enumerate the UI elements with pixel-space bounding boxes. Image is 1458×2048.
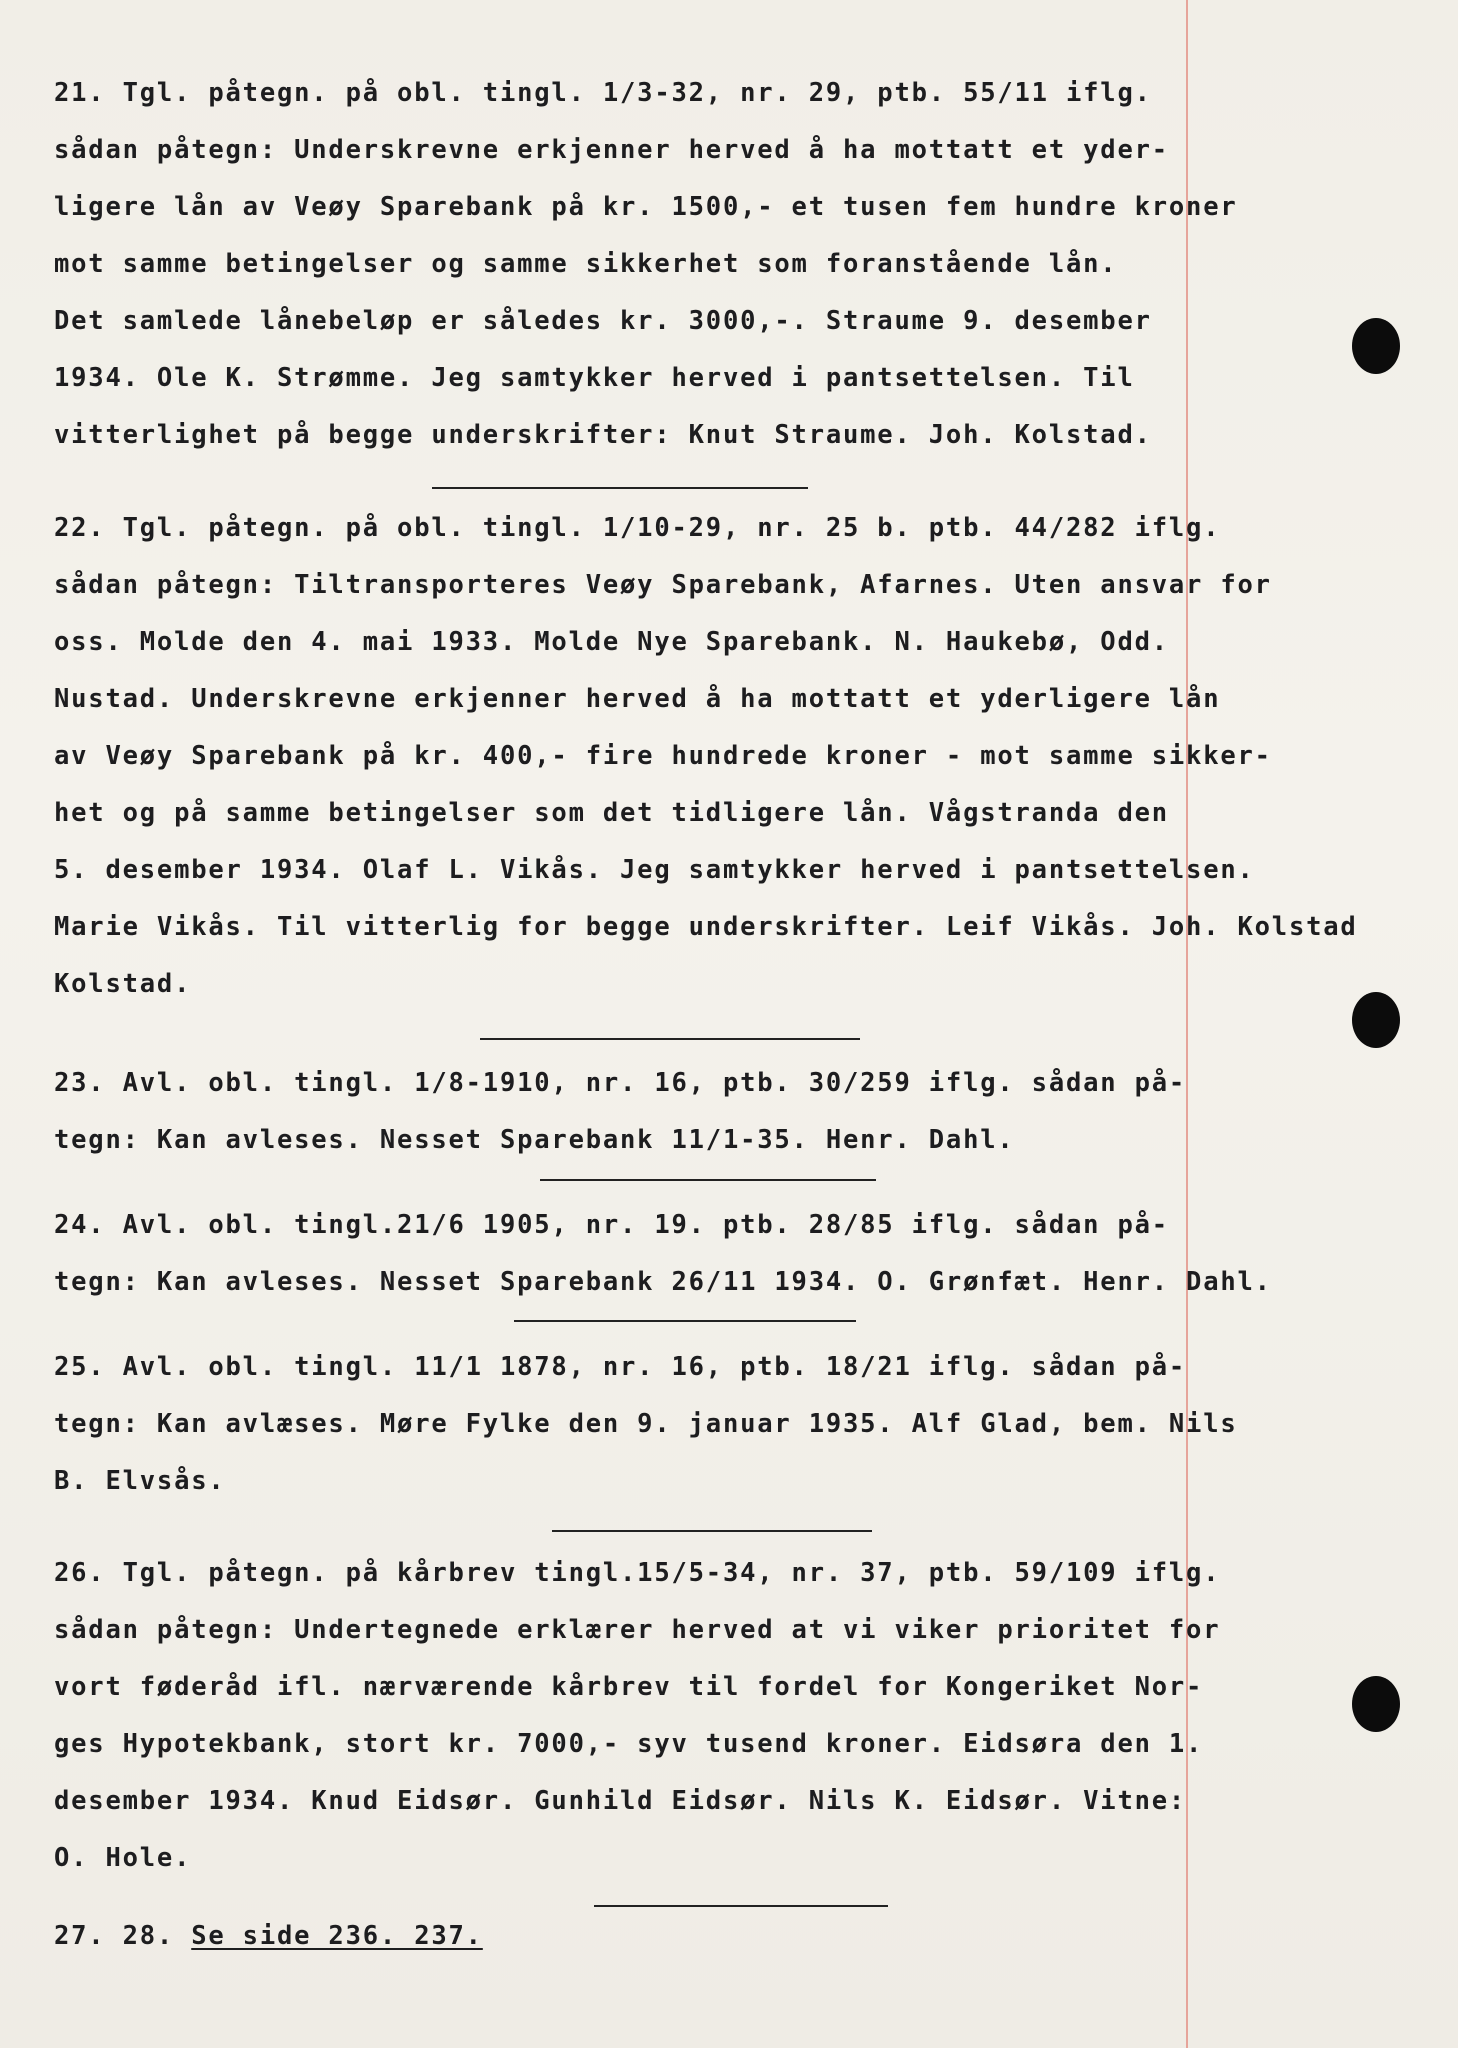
entry-line: mot samme betingelser og samme sikkerhet som foranstående lån. bbox=[54, 249, 1118, 279]
page-reference: Se side 236. 237. bbox=[191, 1921, 483, 1951]
entry-line: O. Hole. bbox=[54, 1843, 192, 1873]
entry-line: Marie Vikås. Til vitterlig for begge underskrifter. Leif Vikås. Joh. Kolstad bbox=[54, 912, 1358, 942]
separator-rule bbox=[594, 1905, 888, 1907]
entry-line: desember 1934. Knud Eidsør. Gunhild Eidsør. Nils K. Eidsør. Vitne: bbox=[54, 1786, 1187, 1816]
entry-line: het og på samme betingelser som det tidligere lån. Vågstranda den bbox=[54, 798, 1169, 828]
entry-line: 22. Tgl. påtegn. på obl. tingl. 1/10-29, nr. 25 b. ptb. 44/282 iflg. bbox=[54, 513, 1221, 543]
entry-line: 24. Avl. obl. tingl.21/6 1905, nr. 19. ptb. 28/85 iflg. sådan på- bbox=[54, 1210, 1169, 1240]
entry-25 bbox=[54, 1339, 1354, 1510]
entry-24 bbox=[54, 1197, 1354, 1311]
entry-line: oss. Molde den 4. mai 1933. Molde Nye Sparebank. N. Haukebø, Odd. bbox=[54, 627, 1169, 657]
entry-line: 23. Avl. obl. tingl. 1/8-1910, nr. 16, ptb. 30/259 iflg. sådan på- bbox=[54, 1068, 1187, 1098]
entry-22 bbox=[54, 500, 1358, 1013]
separator-rule bbox=[514, 1320, 856, 1322]
entry-line: vort føderåd ifl. nærværende kårbrev til fordel for Kongeriket Nor- bbox=[54, 1672, 1204, 1702]
footer-line bbox=[54, 1908, 1354, 1965]
entry-line: sådan påtegn: Tiltransporteres Veøy Sparebank, Afarnes. Uten ansvar for bbox=[54, 570, 1272, 600]
footer-prefix: 27. 28. bbox=[54, 1921, 192, 1951]
punch-hole bbox=[1352, 318, 1400, 374]
entry-line: 21. Tgl. påtegn. på obl. tingl. 1/3-32, nr. 29, ptb. 55/11 iflg. bbox=[54, 78, 1152, 108]
separator-rule bbox=[540, 1179, 876, 1181]
entry-21 bbox=[54, 65, 1354, 464]
footer-reference bbox=[54, 1908, 1354, 1965]
separator-rule bbox=[432, 487, 808, 489]
entry-line: Det samlede lånebeløp er således kr. 3000,-. Straume 9. desember bbox=[54, 306, 1152, 336]
separator-rule bbox=[480, 1038, 860, 1040]
entry-line: 25. Avl. obl. tingl. 11/1 1878, nr. 16, ptb. 18/21 iflg. sådan på- bbox=[54, 1352, 1187, 1382]
entry-line: Kolstad. bbox=[54, 969, 192, 999]
entry-line: tegn: Kan avleses. Nesset Sparebank 11/1-35. Henr. Dahl. bbox=[54, 1125, 1015, 1155]
entry-26 bbox=[54, 1545, 1354, 1887]
entry-line: B. Elvsås. bbox=[54, 1466, 226, 1496]
entry-line: sådan påtegn: Underskrevne erkjenner herved å ha mottatt et yder- bbox=[54, 135, 1169, 165]
entry-line: 1934. Ole K. Strømme. Jeg samtykker herved i pantsettelsen. Til bbox=[54, 363, 1135, 393]
punch-hole bbox=[1352, 992, 1400, 1048]
entry-line: tegn: Kan avlæses. Møre Fylke den 9. januar 1935. Alf Glad, bem. Nils bbox=[54, 1409, 1238, 1439]
entry-line: vitterlighet på begge underskrifter: Knut Straume. Joh. Kolstad. bbox=[54, 420, 1152, 450]
entry-line: ligere lån av Veøy Sparebank på kr. 1500,- et tusen fem hundre kroner bbox=[54, 192, 1238, 222]
entry-line: Nustad. Underskrevne erkjenner herved å ha mottatt et yderligere lån bbox=[54, 684, 1221, 714]
entry-line: 26. Tgl. påtegn. på kårbrev tingl.15/5-34, nr. 37, ptb. 59/109 iflg. bbox=[54, 1558, 1221, 1588]
entry-line: tegn: Kan avleses. Nesset Sparebank 26/11 1934. O. Grønfæt. Henr. Dahl. bbox=[54, 1267, 1272, 1297]
entry-line: sådan påtegn: Undertegnede erklærer herved at vi viker prioritet for bbox=[54, 1615, 1221, 1645]
entry-line: 5. desember 1934. Olaf L. Vikås. Jeg samtykker herved i pantsettelsen. bbox=[54, 855, 1255, 885]
entry-23 bbox=[54, 1055, 1354, 1169]
entry-line: ges Hypotekbank, stort kr. 7000,- syv tusend kroner. Eidsøra den 1. bbox=[54, 1729, 1204, 1759]
punch-hole bbox=[1352, 1676, 1400, 1732]
separator-rule bbox=[552, 1530, 872, 1532]
entry-line: av Veøy Sparebank på kr. 400,- fire hundrede kroner - mot samme sikker- bbox=[54, 741, 1272, 771]
